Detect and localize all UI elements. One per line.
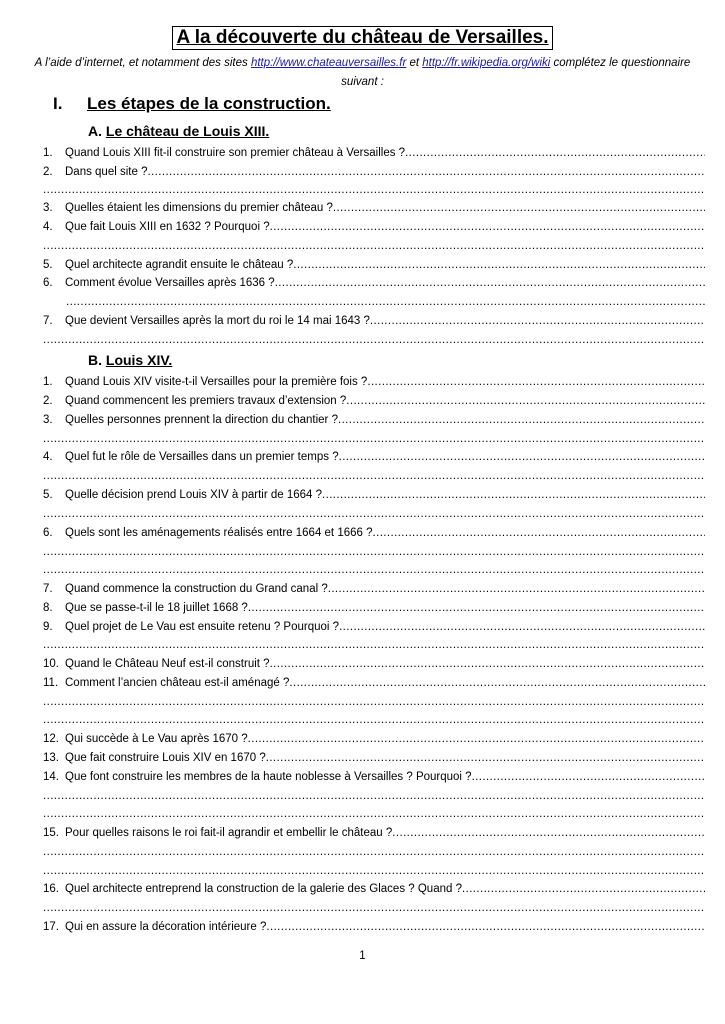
- question-number: 8.: [43, 602, 53, 614]
- question-text: Quelle décision prend Louis XIV à partir de 1664 ?: [65, 489, 322, 501]
- question-row: [43, 218, 705, 236]
- question-text: Comment évolue Versailles après 1636 ?: [65, 277, 275, 289]
- answer-line[interactable]: [338, 411, 705, 429]
- question-text: Pour quelles raisons le roi fait-il agrandir et embellir le château ?: [65, 827, 393, 839]
- question-number: 17.: [43, 921, 59, 933]
- question-row: [43, 448, 705, 466]
- intro-suffix: complétez le questionnaire suivant :: [341, 57, 691, 88]
- question-number: 11.: [43, 677, 59, 689]
- question-row: [43, 730, 705, 748]
- question-row: [43, 486, 705, 504]
- question-text: Quel architecte agrandit ensuite le château ?: [65, 259, 294, 271]
- question-row: [43, 373, 705, 391]
- page-number: 1: [359, 950, 366, 962]
- part-title: Le château de Louis XIII.: [105, 123, 270, 139]
- question-row: [43, 580, 705, 598]
- answer-line[interactable]: [373, 524, 706, 542]
- title-container: [0, 26, 725, 50]
- answer-line[interactable]: [43, 505, 705, 523]
- answer-line[interactable]: [43, 805, 705, 823]
- question-row: [43, 256, 705, 274]
- question-number: 16.: [43, 883, 59, 895]
- question-text: Que devient Versailles après la mort du roi le 14 mai 1643 ?: [65, 315, 370, 327]
- question-number: 1.: [43, 376, 53, 388]
- answer-line[interactable]: [289, 674, 705, 692]
- answer-line[interactable]: [270, 655, 705, 673]
- answer-line[interactable]: [339, 448, 705, 466]
- question-row: [43, 749, 705, 767]
- answer-line[interactable]: [248, 730, 705, 748]
- question-number: 3.: [43, 414, 53, 426]
- question-text: Quel architecte entreprend la construction de la galerie des Glaces ? Quand ?: [65, 883, 462, 895]
- answer-line[interactable]: [266, 749, 705, 767]
- answer-line[interactable]: [405, 144, 705, 162]
- question-text: Quelles personnes prennent la direction du chantier ?: [65, 414, 338, 426]
- answer-line[interactable]: [43, 693, 705, 711]
- part-heading-b: [88, 351, 172, 369]
- answer-line[interactable]: [43, 430, 705, 448]
- answer-line[interactable]: [43, 237, 705, 255]
- section-heading-1: [53, 94, 331, 114]
- question-text: Que se passe-t-il le 18 juillet 1668 ?: [65, 602, 248, 614]
- part-number: B.: [88, 352, 102, 368]
- question-number: 1.: [43, 147, 53, 159]
- question-row: [43, 312, 705, 330]
- question-row: [43, 655, 705, 673]
- answer-line[interactable]: [43, 711, 705, 729]
- part-heading-a: [88, 122, 269, 140]
- question-row: [43, 918, 705, 936]
- answer-line[interactable]: [339, 618, 705, 636]
- answer-line[interactable]: [43, 543, 705, 561]
- question-row: [43, 524, 705, 542]
- question-number: 6.: [43, 527, 53, 539]
- page-title: A la découverte du château de Versailles.: [172, 26, 552, 50]
- question-number: 5.: [43, 489, 53, 501]
- question-row: [43, 824, 705, 842]
- part-title: Louis XIV.: [105, 352, 173, 368]
- question-number: 2.: [43, 166, 53, 178]
- question-number: 10.: [43, 658, 59, 670]
- question-text: Quand le Château Neuf est-il construit ?: [65, 658, 270, 670]
- answer-line[interactable]: [370, 312, 705, 330]
- answer-line[interactable]: [43, 899, 705, 917]
- question-text: Que fait construire Louis XIV en 1670 ?: [65, 752, 266, 764]
- question-number: 15.: [43, 827, 59, 839]
- question-number: 12.: [43, 733, 59, 745]
- question-number: 7.: [43, 315, 53, 327]
- answer-line[interactable]: [43, 636, 705, 654]
- question-row: [43, 392, 705, 410]
- answer-line[interactable]: [333, 199, 705, 217]
- answer-line[interactable]: [346, 392, 705, 410]
- answer-line[interactable]: [462, 880, 705, 898]
- question-row: [43, 674, 705, 692]
- question-text: Quand commence la construction du Grand canal ?: [65, 583, 328, 595]
- question-text: Qui succède à Le Vau après 1670 ?: [65, 733, 248, 745]
- intro-prefix: A l’aide d’internet, et notamment des sites: [34, 57, 251, 69]
- question-text: Quand Louis XIII fit-il construire son premier château à Versailles ?: [65, 147, 406, 159]
- answer-line[interactable]: [392, 824, 705, 842]
- answer-line[interactable]: [270, 218, 705, 236]
- answer-line[interactable]: [367, 373, 705, 391]
- answer-line[interactable]: [147, 163, 705, 181]
- answer-line[interactable]: [322, 486, 705, 504]
- intro-paragraph: [30, 54, 695, 92]
- answer-line[interactable]: [43, 862, 705, 880]
- answer-line[interactable]: [43, 467, 705, 485]
- question-number: 2.: [43, 395, 53, 407]
- question-number: 5.: [43, 259, 53, 271]
- question-text: Dans quel site ?: [65, 166, 148, 178]
- intro-mid: et: [406, 57, 423, 69]
- answer-line[interactable]: [66, 293, 705, 311]
- answer-line[interactable]: [472, 768, 705, 786]
- question-text: Qui en assure la décoration intérieure ?: [65, 921, 267, 933]
- question-text: Comment l’ancien château est-il aménagé ?: [65, 677, 290, 689]
- question-text: Quel fut le rôle de Versailles dans un premier temps ?: [65, 451, 339, 463]
- section-number: I.: [53, 94, 63, 113]
- answer-line[interactable]: [43, 181, 705, 199]
- question-text: Que font construire les membres de la haute noblesse à Versailles ? Pourquoi ?: [65, 771, 472, 783]
- answer-line[interactable]: [248, 599, 705, 617]
- answer-line[interactable]: [293, 256, 705, 274]
- question-row: [43, 599, 705, 617]
- link-wikipedia[interactable]: http://fr.wikipedia.org/wiki: [422, 57, 551, 69]
- question-text: Quelles étaient les dimensions du premier château ?: [65, 202, 333, 214]
- question-row: [43, 618, 705, 636]
- answer-line[interactable]: [43, 331, 705, 349]
- question-number: 4.: [43, 451, 53, 463]
- link-chateauversailles[interactable]: http://www.chateauversailles.fr: [250, 57, 407, 69]
- section-title: Les étapes de la construction.: [87, 94, 331, 113]
- question-number: 14.: [43, 771, 59, 783]
- question-text: Que fait Louis XIII en 1632 ? Pourquoi ?: [65, 221, 270, 233]
- question-row: [43, 768, 705, 786]
- question-number: 13.: [43, 752, 59, 764]
- answer-line[interactable]: [43, 561, 705, 579]
- answer-line[interactable]: [43, 843, 705, 861]
- question-number: 3.: [43, 202, 53, 214]
- question-text: Quand commencent les premiers travaux d’extension ?: [65, 395, 347, 407]
- question-row: [43, 199, 705, 217]
- question-row: [43, 411, 705, 429]
- part-number: A.: [88, 123, 102, 139]
- question-text: Quand Louis XIV visite-t-il Versailles pour la première fois ?: [65, 376, 368, 388]
- answer-line[interactable]: [266, 918, 705, 936]
- answer-line[interactable]: [43, 787, 705, 805]
- question-number: 4.: [43, 221, 53, 233]
- question-text: Quel projet de Le Vau est ensuite retenu ? Pourquoi ?: [65, 621, 340, 633]
- question-number: 7.: [43, 583, 53, 595]
- question-row: [43, 163, 705, 181]
- answer-line[interactable]: [328, 580, 705, 598]
- question-row: [43, 144, 705, 162]
- question-number: 9.: [43, 621, 53, 633]
- answer-line[interactable]: [275, 274, 705, 292]
- question-number: 6.: [43, 277, 53, 289]
- question-row: [43, 274, 705, 292]
- question-text: Quels sont les aménagements réalisés entre 1664 et 1666 ?: [65, 527, 373, 539]
- question-row: [43, 880, 705, 898]
